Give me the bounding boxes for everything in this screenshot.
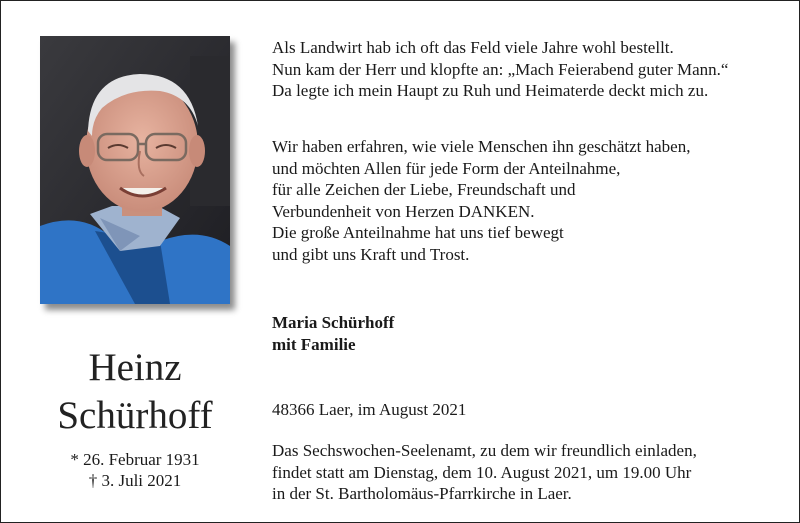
- portrait-photo: [40, 36, 230, 304]
- birth-date: * 26. Februar 1931: [70, 450, 200, 469]
- life-dates: [40, 449, 230, 491]
- thanks-line: Die große Anteilnahme hat uns tief bewegt: [272, 223, 564, 242]
- signature-name: Maria Schürhoff: [272, 313, 395, 332]
- deceased-first-name: Heinz: [88, 346, 182, 389]
- thanks-line: Wir haben erfahren, wie viele Menschen ihn geschätzt haben,: [272, 137, 691, 156]
- service-line: Das Sechswochen-Seelenamt, zu dem wir freundlich einladen,: [272, 441, 697, 460]
- thanks-line: für alle Zeichen der Liebe, Freundschaft und: [272, 180, 576, 199]
- thanks-block: [272, 136, 772, 265]
- deceased-last-name: Schürhoff: [57, 394, 213, 437]
- poem-line: Da legte ich mein Haupt zu Ruh und Heimaterde deckt mich zu.: [272, 81, 709, 100]
- service-line: findet statt am Dienstag, dem 10. August 2021, um 19.00 Uhr: [272, 462, 692, 482]
- thanks-line: Verbundenheit von Herzen DANKEN.: [272, 201, 535, 221]
- service-block: [272, 440, 772, 505]
- poem-block: [272, 37, 772, 102]
- portrait-illustration: [40, 36, 230, 304]
- thanks-line: und möchten Allen für jede Form der Anteilnahme,: [272, 158, 621, 178]
- poem-line: Als Landwirt hab ich oft das Feld viele Jahre wohl bestellt.: [272, 38, 674, 57]
- thanks-line: und gibt uns Kraft und Trost.: [272, 244, 470, 264]
- place-date: 48366 Laer, im August 2021: [272, 400, 467, 419]
- poem-line: Nun kam der Herr und klopfte an: „Mach Feierabend guter Mann.“: [272, 59, 729, 79]
- service-line: in der St. Bartholomäus-Pfarrkirche in Laer.: [272, 484, 572, 503]
- signature-block: [272, 312, 772, 355]
- signature-family: mit Familie: [272, 334, 356, 354]
- death-date: † 3. Juli 2021: [88, 471, 182, 490]
